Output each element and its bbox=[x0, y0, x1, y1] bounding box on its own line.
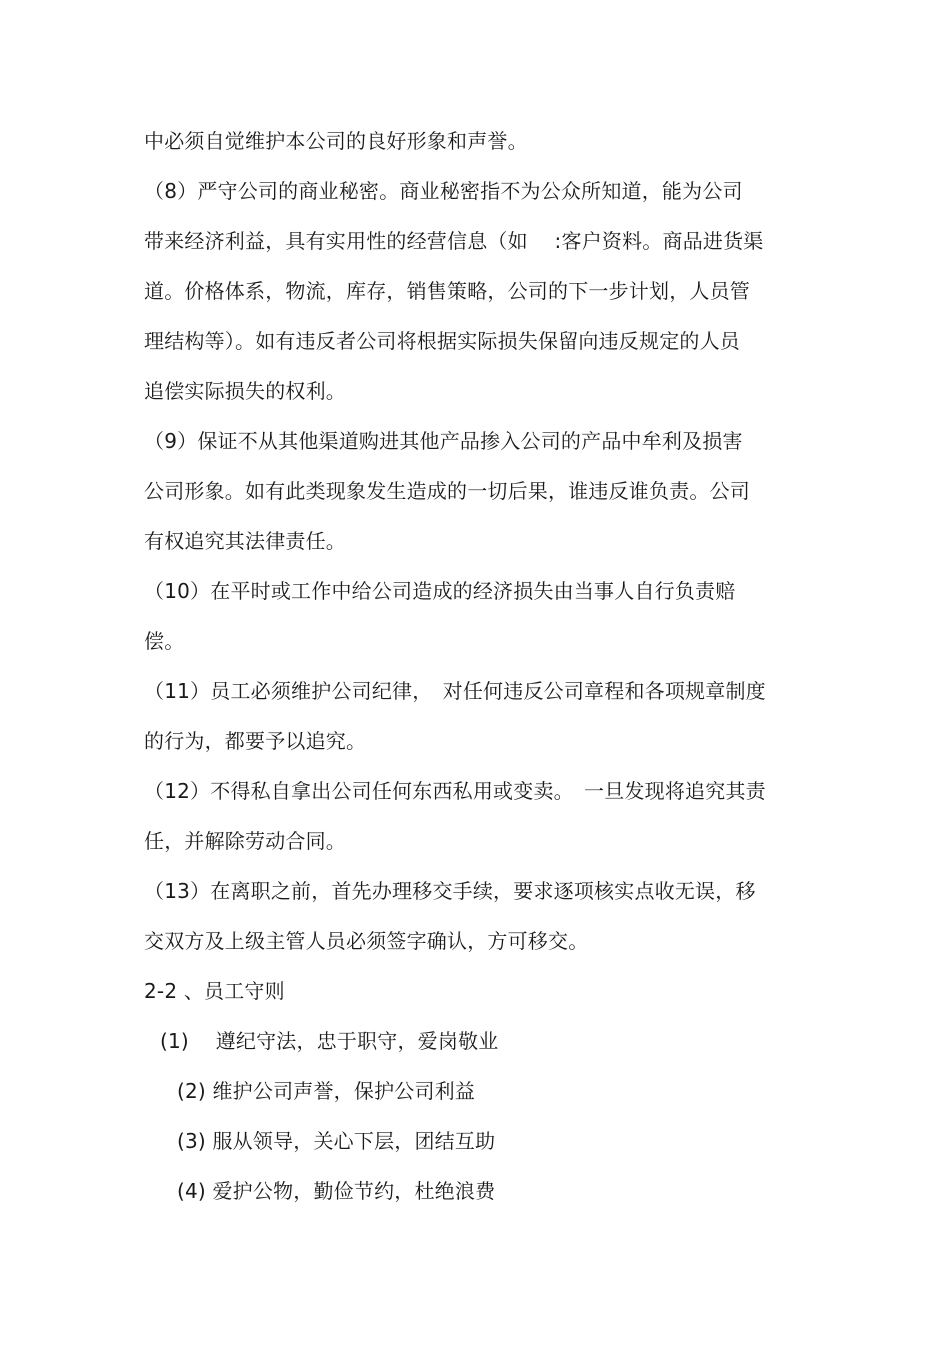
text-line: 交双方及上级主管人员必须签字确认，方可移交。 bbox=[144, 929, 589, 953]
text-line: 公司形象。如有此类现象发生造成的一切后果，谁违反谁负责。公司 bbox=[144, 479, 750, 503]
text-line: （11）员工必须维护公司纪律， 对任何违反公司章程和各项规章制度 bbox=[144, 679, 766, 703]
list-item: (1) 遵纪守法，忠于职守，爱岗敬业 bbox=[160, 1029, 499, 1053]
list-item: (4) 爱护公物，勤俭节约，杜绝浪费 bbox=[177, 1179, 496, 1203]
text-line: 偿。 bbox=[144, 629, 185, 653]
text-line: （10）在平时或工作中给公司造成的经济损失由当事人自行负责赔 bbox=[144, 579, 736, 603]
text-line: 中必须自觉维护本公司的良好形象和声誉。 bbox=[144, 129, 528, 153]
text-line: （13）在离职之前，首先办理移交手续，要求逐项核实点收无误，移 bbox=[144, 879, 756, 903]
text-line: 带来经济利益，具有实用性的经营信息（如 :客户资料。商品进货渠 bbox=[144, 229, 764, 253]
text-line: 的行为，都要予以追究。 bbox=[144, 729, 367, 753]
text-line: 有权追究其法律责任。 bbox=[144, 529, 346, 553]
list-item: (3) 服从领导，关心下层，团结互助 bbox=[177, 1129, 496, 1153]
text-line: 道。价格体系，物流，库存，销售策略，公司的下一步计划，人员管 bbox=[144, 279, 750, 303]
text-line: 追偿实际损失的权利。 bbox=[144, 379, 346, 403]
text-line: 任，并解除劳动合同。 bbox=[144, 829, 346, 853]
list-item: (2) 维护公司声誉，保护公司利益 bbox=[177, 1079, 476, 1103]
text-line: 理结构等）。如有违反者公司将根据实际损失保留向违反规定的人员 bbox=[144, 329, 740, 353]
text-line: （12）不得私自拿出公司任何东西私用或变卖。 一旦发现将追究其责 bbox=[144, 779, 766, 803]
section-heading: 2-2 、员工守则 bbox=[144, 979, 285, 1003]
text-line: （9）保证不从其他渠道购进其他产品掺入公司的产品中牟利及损害 bbox=[144, 429, 743, 453]
text-line: （8）严守公司的商业秘密。商业秘密指不为公众所知道，能为公司 bbox=[144, 179, 743, 203]
